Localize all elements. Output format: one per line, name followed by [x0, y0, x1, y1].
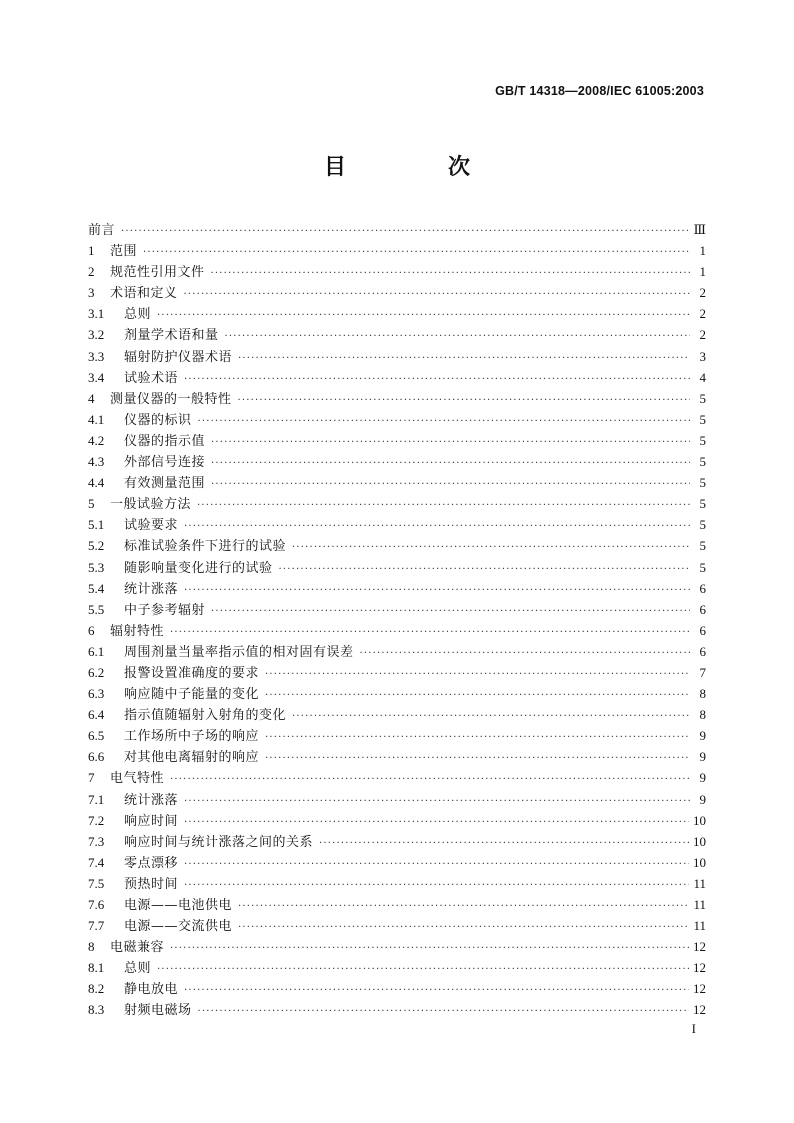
toc-entry-number: 7.2 [88, 812, 105, 828]
toc-entry-number: 3.1 [88, 306, 105, 322]
toc-entry-page: 11 [693, 918, 706, 934]
toc-dot-leader [184, 580, 690, 601]
toc-dot-leader [279, 559, 690, 580]
toc-entry[interactable] [88, 831, 706, 852]
toc-entry-title: 总则 [124, 307, 152, 323]
toc-dot-leader [184, 791, 690, 812]
toc-entry-number: 3.4 [88, 369, 105, 385]
toc-dot-leader [225, 326, 690, 347]
toc-entry-title: 报警设置准确度的要求 [124, 665, 260, 681]
toc-dot-leader [184, 369, 690, 390]
toc-dot-leader [184, 812, 689, 833]
toc-entry-number: 5 [88, 496, 95, 512]
toc-dot-leader [265, 748, 690, 769]
toc-entry-title: 工作场所中子场的响应 [124, 729, 260, 745]
toc-entry[interactable] [88, 936, 706, 957]
toc-entry-title: 规范性引用文件 [110, 265, 205, 281]
toc-entry-page: 5 [699, 454, 706, 470]
toc-entry-title: 指示值随辐射入射角的变化 [124, 708, 287, 724]
toc-dot-leader [292, 537, 690, 558]
toc-entry-title: 仪器的指示值 [124, 433, 206, 449]
toc-entry-number: 6 [88, 622, 95, 638]
toc-entry-title: 电磁兼容 [110, 940, 165, 956]
toc-entry-number: 4.3 [88, 454, 105, 470]
toc-entry-page: 12 [693, 981, 706, 997]
toc-entry-page: 5 [699, 538, 706, 554]
toc-entry-number: 7.7 [88, 918, 105, 934]
toc-dot-leader [184, 854, 689, 875]
toc-entry-page: Ⅲ [693, 222, 706, 237]
toc-dot-leader [292, 706, 690, 727]
toc-entry-title: 随影响量变化进行的试验 [124, 560, 273, 576]
toc-entry[interactable] [88, 746, 706, 767]
toc-entry-number: 5.2 [88, 538, 105, 554]
toc-entry[interactable] [88, 557, 706, 578]
toc-entry-number: 2 [88, 264, 95, 280]
toc-entry[interactable] [88, 261, 706, 282]
toc-entry[interactable] [88, 873, 706, 894]
toc-dot-leader [184, 516, 690, 537]
toc-entry[interactable] [88, 219, 706, 240]
toc-entry-number: 6.1 [88, 643, 105, 659]
toc-dot-leader [121, 221, 689, 242]
toc-entry-page: 5 [699, 517, 706, 533]
toc-entry-page: 12 [693, 960, 706, 976]
toc-entry[interactable] [88, 704, 706, 725]
toc-entry-title: 统计涨落 [124, 581, 179, 597]
toc-entry[interactable] [88, 493, 706, 514]
toc-entry-title: 射频电磁场 [124, 1003, 192, 1019]
toc-dot-leader [211, 263, 690, 284]
toc-entry-page: 7 [699, 664, 706, 680]
toc-entry-title: 前言 [88, 223, 116, 238]
toc-entry-number: 7.5 [88, 875, 105, 891]
toc-dot-leader [143, 242, 690, 263]
toc-entry[interactable] [88, 409, 706, 430]
toc-entry-page: 8 [699, 686, 706, 702]
toc-dot-leader [184, 875, 689, 896]
toc-entry-page: 5 [699, 559, 706, 575]
toc-entry-page: 4 [699, 369, 706, 385]
toc-entry-page: 6 [699, 601, 706, 617]
toc-entry-page: 6 [699, 622, 706, 638]
toc-entry-number: 7.6 [88, 897, 105, 912]
toc-entry[interactable] [88, 725, 706, 746]
toc-entry-page: 5 [699, 475, 706, 491]
toc-entry[interactable] [88, 999, 706, 1020]
toc-entry-title: 对其他电离辐射的响应 [124, 750, 260, 766]
toc-entry-number: 5.5 [88, 601, 105, 617]
toc-entry-number: 4 [88, 390, 95, 406]
toc-entry-page: 2 [699, 306, 706, 322]
toc-dot-leader [265, 727, 690, 748]
toc-entry[interactable] [88, 894, 706, 915]
toc-dot-leader [184, 284, 690, 305]
page-folio: I [691, 1021, 696, 1036]
toc-entry-page: 5 [699, 432, 706, 448]
toc-entry-title: 零点漂移 [124, 855, 179, 871]
toc-entry[interactable] [88, 683, 706, 704]
toc-entry-number: 8.2 [88, 981, 105, 997]
toc-entry-page: 3 [699, 348, 706, 364]
toc-entry-page: 6 [699, 580, 706, 596]
toc-dot-leader [238, 896, 689, 917]
toc-entry-number: 5.3 [88, 559, 105, 575]
toc-entry-page: 5 [699, 390, 706, 406]
toc-entry[interactable] [88, 599, 706, 620]
toc-entry[interactable] [88, 852, 706, 873]
toc-entry-page: 12 [693, 939, 706, 955]
toc-entry-title: 电源——交流供电 [124, 919, 233, 935]
toc-entry-title: 电源——电池供电 [124, 898, 233, 913]
toc-dot-leader [198, 1001, 689, 1022]
toc-entry-number: 7.1 [88, 791, 105, 807]
toc-entry-number: 6.4 [88, 707, 105, 723]
toc-entry-number: 8.1 [88, 960, 105, 976]
toc-entry-page: 11 [693, 875, 706, 891]
toc-entry-number: 5.1 [88, 517, 105, 533]
toc-entry-number: 7.4 [88, 854, 105, 870]
toc-entry-number: 7.3 [88, 833, 105, 849]
toc-entry[interactable] [88, 662, 706, 683]
toc-entry[interactable] [88, 324, 706, 345]
toc-dot-leader [211, 432, 690, 453]
toc-entry-number: 6.5 [88, 728, 105, 744]
toc-entry-page: 1 [699, 264, 706, 280]
toc-entry-title: 统计涨落 [124, 792, 179, 808]
toc-dot-leader [211, 453, 690, 474]
toc-entry-title: 试验术语 [124, 370, 179, 386]
toc-entry-title: 总则 [124, 961, 152, 977]
toc-entry-title: 响应时间与统计涨落之间的关系 [124, 834, 314, 850]
toc-entry-number: 3.3 [88, 348, 105, 364]
toc-dot-leader [170, 622, 690, 643]
toc-dot-leader [238, 390, 690, 411]
toc-entry-page: 10 [693, 833, 706, 849]
toc-entry-number: 4.2 [88, 432, 105, 448]
toc-entry-title: 辐射特性 [110, 623, 165, 639]
toc-entry-number: 6.3 [88, 686, 105, 702]
toc-entry-title: 试验要求 [124, 518, 179, 534]
toc-entry-title: 静电放电 [124, 982, 179, 998]
table-of-contents [88, 219, 706, 1021]
toc-dot-leader [265, 664, 690, 685]
toc-entry[interactable] [88, 367, 706, 388]
toc-entry[interactable] [88, 535, 706, 556]
toc-dot-leader [197, 495, 690, 516]
toc-entry-number: 4.4 [88, 475, 105, 491]
toc-entry-page: 2 [699, 327, 706, 343]
toc-entry[interactable] [88, 915, 706, 936]
toc-entry[interactable] [88, 430, 706, 451]
toc-dot-leader [211, 601, 690, 622]
toc-dot-leader [184, 980, 689, 1001]
toc-entry[interactable] [88, 346, 706, 367]
toc-entry[interactable] [88, 282, 706, 303]
toc-dot-leader [170, 938, 689, 959]
toc-entry[interactable] [88, 514, 706, 535]
toc-entry[interactable] [88, 810, 706, 831]
toc-entry-number: 8 [88, 939, 95, 955]
toc-entry[interactable] [88, 578, 706, 599]
toc-entry-page: 12 [693, 1002, 706, 1018]
toc-entry-page: 11 [693, 897, 706, 912]
toc-entry-title: 预热时间 [124, 876, 179, 892]
toc-dot-leader [157, 305, 690, 326]
toc-entry[interactable] [88, 240, 706, 261]
toc-entry-page: 5 [699, 496, 706, 512]
toc-entry[interactable] [88, 789, 706, 810]
toc-dot-leader [157, 959, 689, 980]
toc-entry-page: 9 [699, 791, 706, 807]
toc-entry-number: 6.6 [88, 749, 105, 765]
toc-entry-page: 8 [699, 707, 706, 723]
toc-entry[interactable] [88, 620, 706, 641]
toc-entry-number: 8.3 [88, 1002, 105, 1018]
toc-entry-page: 10 [693, 812, 706, 828]
toc-dot-leader [170, 769, 690, 790]
toc-entry-title: 术语和定义 [110, 286, 178, 302]
toc-dot-leader [211, 474, 690, 495]
toc-dot-leader [238, 348, 690, 369]
toc-dot-leader [265, 685, 690, 706]
toc-dot-leader [238, 917, 689, 938]
toc-entry-title: 一般试验方法 [110, 497, 192, 513]
toc-entry[interactable] [88, 303, 706, 324]
toc-entry-title: 周围剂量当量率指示值的相对固有误差 [124, 644, 354, 660]
toc-entry-title: 范围 [110, 244, 138, 260]
toc-entry-title: 标准试验条件下进行的试验 [124, 539, 287, 555]
toc-entry[interactable] [88, 978, 706, 999]
toc-entry-page: 10 [693, 854, 706, 870]
toc-entry-page: 6 [699, 643, 706, 659]
toc-entry-number: 6.2 [88, 664, 105, 680]
toc-entry-number: 1 [88, 243, 95, 259]
toc-entry-title: 响应随中子能量的变化 [124, 687, 260, 703]
page-title: 目 次 [323, 154, 510, 180]
toc-entry-number: 4.1 [88, 411, 105, 427]
toc-entry-page: 9 [699, 749, 706, 765]
toc-entry-title: 有效测量范围 [124, 476, 206, 492]
toc-entry-number: 7 [88, 770, 95, 786]
toc-entry-page: 2 [699, 285, 706, 301]
toc-entry[interactable] [88, 767, 706, 788]
toc-entry-page: 5 [699, 411, 706, 427]
toc-entry-page: 9 [699, 770, 706, 786]
toc-entry-page: 1 [699, 243, 706, 259]
toc-entry-title: 中子参考辐射 [124, 602, 206, 618]
toc-entry[interactable] [88, 957, 706, 978]
toc-entry-title: 外部信号连接 [124, 455, 206, 471]
toc-dot-leader [198, 411, 690, 432]
toc-entry-title: 电气特性 [110, 771, 165, 787]
toc-entry[interactable] [88, 451, 706, 472]
toc-entry-title: 仪器的标识 [124, 412, 192, 428]
toc-entry[interactable] [88, 641, 706, 662]
toc-dot-leader [319, 833, 689, 854]
toc-entry[interactable] [88, 472, 706, 493]
toc-entry-title: 辐射防护仪器术语 [124, 349, 233, 365]
toc-entry-number: 5.4 [88, 580, 105, 596]
toc-entry-title: 剂量学术语和量 [124, 328, 219, 344]
toc-entry[interactable] [88, 388, 706, 409]
toc-entry-number: 3 [88, 285, 95, 301]
toc-entry-title: 响应时间 [124, 813, 179, 829]
toc-entry-number: 3.2 [88, 327, 105, 343]
standard-code: GB/T 14318—2008/IEC 61005:2003 [495, 84, 704, 98]
toc-entry-page: 9 [699, 728, 706, 744]
toc-dot-leader [360, 643, 690, 664]
toc-entry-title: 测量仪器的一般特性 [110, 391, 232, 407]
